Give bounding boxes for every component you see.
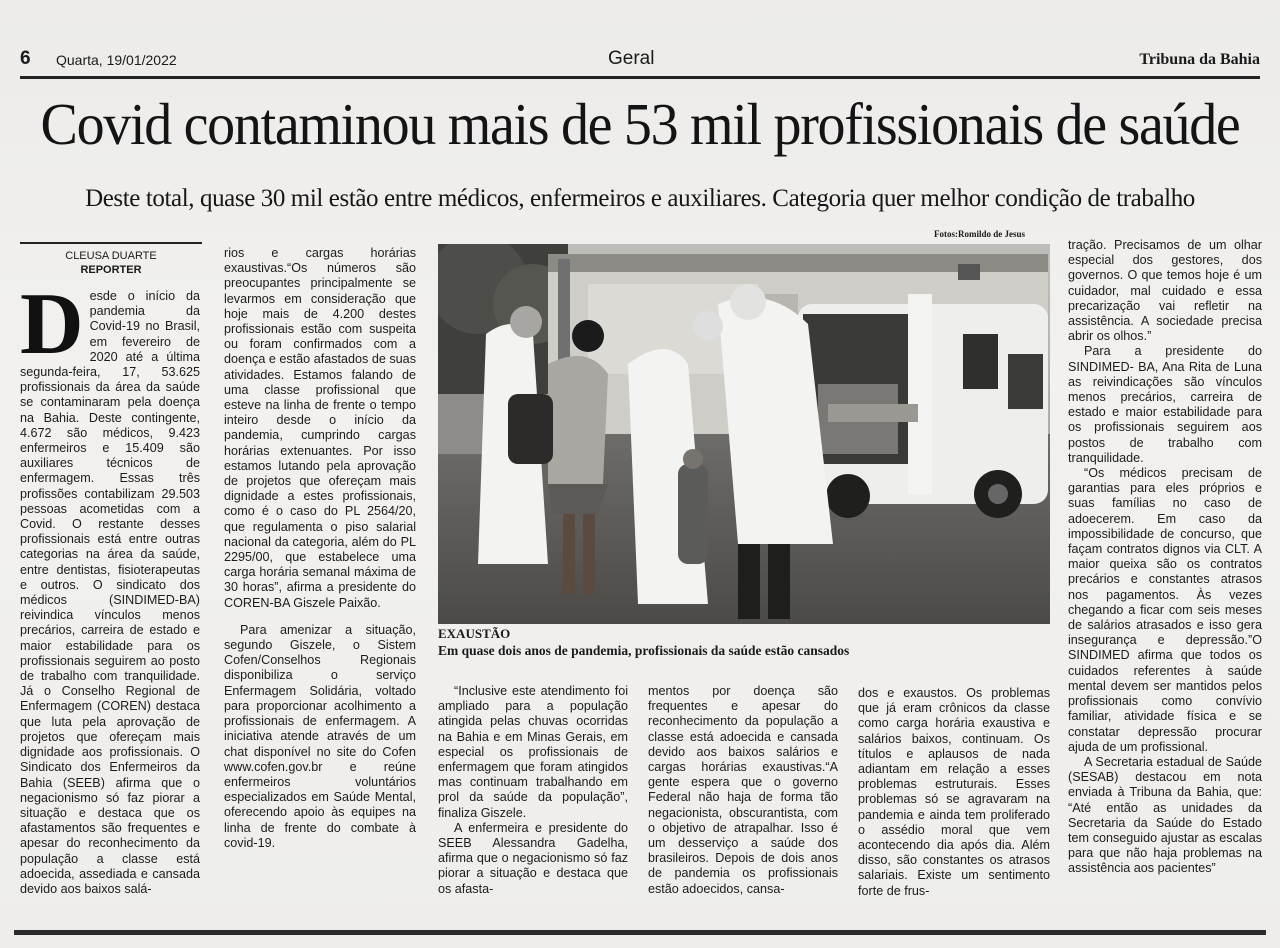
page-header	[20, 48, 1260, 74]
paragraph: A enfermeira e presidente do SEEB Alessandra Gadelha, afirma que o negacionismo só faz piorar a situação e destaca que os afasta-	[438, 820, 628, 896]
ambulance-scene-image	[438, 244, 1050, 624]
column-3	[438, 684, 628, 897]
paragraph: A Secretaria estadual de Saúde (SESAB) destacou em nota enviada à Tribuna da Bahia, que: “Até então as unidades da Secretaria da Saúde do Estado tem conseguido ajustar as escalas para que não haja problemas na assistência aos pacientes”	[1068, 754, 1262, 876]
drop-cap: D	[20, 276, 84, 373]
headline: Covid contaminou mais de 53 mil profissionais de saúde	[40, 92, 1240, 158]
paragraph: “Inclusive este atendimento foi ampliado para a população atingida pelas chuvas ocorridas na Bahia e em Minas Gerais, em especial os profissionais de enfermagem que foram atingidos mas continuam trabalhando em prol da saúde da população”, finaliza Giszele.	[438, 684, 628, 820]
column-5	[858, 686, 1050, 899]
page-number: 6	[20, 48, 31, 69]
news-photo	[438, 244, 1050, 624]
photo-credit: Fotos:Romildo de Jesus	[934, 229, 1026, 239]
caption-title: EXAUSTÃO	[438, 626, 511, 641]
issue-date: Quarta, 19/01/2022	[56, 52, 177, 68]
paragraph: Para a presidente do SINDIMED- BA, Ana Rita de Luna as reivindicações são vínculos menos precários, carreira de estado e maior estabilidade para os profissionais seguirem aos postos de trabalho com tranquilidade.	[1068, 344, 1262, 465]
author-role: REPORTER	[80, 264, 142, 276]
footer-rule	[14, 930, 1266, 935]
column-6	[1068, 238, 1262, 877]
byline	[20, 242, 202, 277]
paragraph: Para amenizar a situação, segundo Giszele, o Sistem Cofen/Conselhos Regionais disponibiliza o serviço Enfermagem Solidária, voltado para proporcionar acolhimento a profissionais de enfermagem. A iniciativa atende através de um chat disponível no site do Cofen www.cofen.gov.br e reúne enfermeiros voluntários especializados em Saúde Mental, oferecendo apoio às equipes na linha de frente do combate à covid-19.	[224, 622, 416, 850]
caption-text: Em quase dois anos de pandemia, profissionais da saúde estão cansados	[438, 643, 850, 658]
paragraph: esde o início da pandemia da Covid-19 no Brasil, em fevereiro de 2020 até a última segunda-feira, 17, 53.625 profissionais da área da saúde se contaminaram pela doença na Bahia. Deste contingente, 4.672 são médicos, 9.423 enfermeiros e 15.409 são auxiliares técnicos de enfermagem. Essas três profissões contabilizam 29.503 pessoas acometidas com a Covid. O restante desses profissionais está entre outras categorias na área da saúde, entre dentistas, fisioterapeutas e outros. O sindicato dos médicos (SINDIMED-BA) reivindica vínculos menos precários, carreira de estado e maior estabilidade para os profissionais seguirem ao posto de trabalho com tranquilidade. Já o Conselho Regional de Enfermagem (COREN) destaca que luta pela aprovação de projetos que ofereçam mais dignidade aos profissionais. O Sindicato dos Enfermeiros da Bahia (SEEB) afirma que o negacionismo só faz piorar a situação e destaca que os afastamentos são frequentes e apesar do reconhecimento da população a classe está adoecida, assediada e cansada devido aos baixos salá-	[20, 289, 200, 896]
paragraph: dos e exaustos. Os problemas que já eram crônicos da classe como carga horária exaustiva e salários baixos, continuam. Os títulos e aplausos de nada adiantam em relação a esses problemas estruturais. Esses problemas só se agravaram na pandemia e ainda tem proliferado o assédio moral que vem acontecendo dia após dia. Além disso, são constantes os atrasos salariais. Existe um sentimento forte de frus-	[858, 686, 1050, 898]
section-name: Geral	[608, 48, 655, 69]
paragraph: tração. Precisamos de um olhar especial dos gestores, dos governos. O que temos hoje é um cuidador, mal cuidado e essa precarização vai refletir na assistência. A sociedade precisa abrir os olhos.”	[1068, 238, 1262, 344]
paragraph: mentos por doença são frequentes e apesar do reconhecimento da população a classe está adoecida e cansada devido aos baixos salários e cargas horárias exaustivas.“A gente espera que o governo Federal não haja de forma tão negacionista, obscurantista, com o objetivo de atrapalhar. Isso é um desserviço a saúde dos brasileiros. Depois de dois anos de pandemia os profissionais estão adoecidos, cansa-	[648, 684, 838, 896]
photo-caption	[438, 626, 1050, 660]
publication-name: Tribuna da Bahia	[1139, 51, 1260, 68]
column-1	[20, 276, 200, 897]
subheadline: Deste total, quase 30 mil estão entre médicos, enfermeiros e auxiliares. Categoria quer melhor condição de trabalho	[85, 185, 1195, 212]
header-rule	[20, 76, 1260, 79]
paragraph: “Os médicos precisam de garantias para eles próprios e suas famílias no caso de adoecerem. Em caso da impossibilidade de concurso, que façam contratos dignos via CLT. A maior queixa são os contratos precários e constantes atrasos nos pagamentos. Às vezes chegando a ficar com seis meses de salários atrasados e isso gera insegurança e depressão.”O SINDIMED afirma que todos os cuidados referentes à saúde mental devem ser mantidos pelos profissionais como convívio familiar, atividade física e se constatar depressão procurar ajuda de um profissional.	[1068, 466, 1262, 754]
paragraph: rios e cargas horárias exaustivas.“Os números são preocupantes principalmente se levarmos em consideração que hoje mais de 4.200 destes profissionais estão com suspeita ou foram confirmados com a doença e estão afastados de suas atividades. Estamos falando de uma classe profissional que esteve na linha de frente o tempo inteiro desde o início da pandemia, cumprindo cargas horárias extenuantes. Por isso estamos lutando pela aprovação de projetos que ofereçam mais dignidade a estes profissionais, como é o caso do PL 2564/20, que regulamenta o piso salarial nacional da categoria, além do PL 2295/00, que estabelece uma carga horária semanal máxima de 30 horas”, afirma a presidente do COREN-BA Giszele Paixão.	[224, 246, 416, 610]
column-2	[224, 246, 416, 851]
column-4	[648, 684, 838, 897]
author-name: CLEUSA DUARTE	[65, 250, 157, 262]
